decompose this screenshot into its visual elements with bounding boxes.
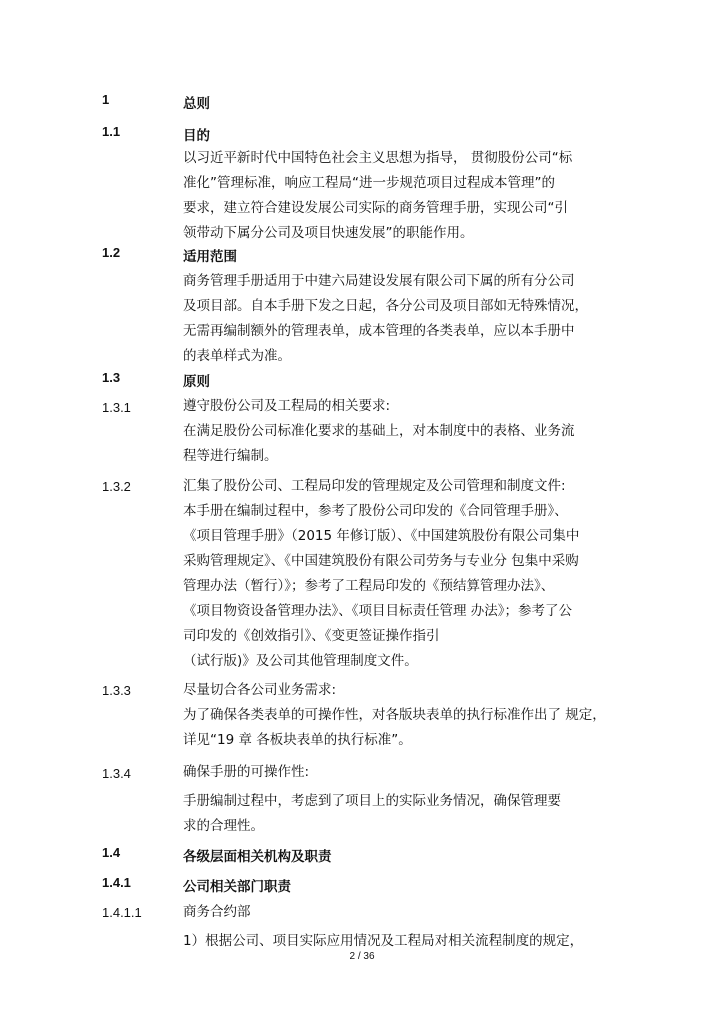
principle-1-block <box>183 396 623 471</box>
text-line: 详见“19 章 各板块表单的执行标准”。 <box>183 732 412 748</box>
section-number-1-3-3: 1.3.3 <box>102 683 131 698</box>
section-title-general: 总则 <box>183 96 210 112</box>
scope-paragraph <box>183 271 623 371</box>
principle-heading: 确保手册的可操作性: <box>183 764 310 780</box>
department-heading: 商务合约部 <box>183 904 251 920</box>
text-line: 采购管理规定》、《中国建筑股份有限公司劳务与专业分 包集中采购 <box>183 553 579 569</box>
section-title-organizations: 各级层面相关机构及职责 <box>183 849 332 865</box>
text-line: 商务管理手册适用于中建六局建设发展有限公司下属的所有分公司 <box>183 273 575 289</box>
section-number-1-3-4: 1.3.4 <box>102 766 131 781</box>
section-number-1-4-1-1: 1.4.1.1 <box>102 905 142 920</box>
text-line: 及项目部。自本手册下发之日起，各分公司及项目部如无特殊情况， <box>183 298 588 314</box>
text-line: 无需再编制额外的管理表单，成本管理的各类表单，应以本手册中 <box>183 323 575 339</box>
text-line: 要求，建立符合建设发展公司实际的商务管理手册，实现公司“引 <box>183 200 568 216</box>
principle-3-block <box>183 680 623 755</box>
text-line: 在满足股份公司标准化要求的基础上，对本制度中的表格、业务流 <box>183 423 575 439</box>
text-line: 本手册在编制过程中，参考了股份公司印发的《合同管理手册》、 <box>183 503 568 519</box>
section-number-1: 1 <box>102 92 110 107</box>
text-line: 求的合理性。 <box>183 818 264 834</box>
purpose-paragraph <box>183 148 623 248</box>
text-line: 《项目物资设备管理办法》、《项目目标责任管理 办法》；参考了公 <box>183 603 573 619</box>
section-number-1-3-2: 1.3.2 <box>102 479 131 494</box>
section-title-scope: 适用范围 <box>183 249 237 265</box>
text-line: （试行版)》及公司其他管理制度文件。 <box>183 653 418 669</box>
page-number: 2 / 36 <box>349 951 375 962</box>
section-number-1-4: 1.4 <box>102 845 121 860</box>
text-line: 以习近平新时代中国特色社会主义思想为指导， 贯彻股份公司“标 <box>183 150 573 166</box>
principle-heading: 遵守股份公司及工程局的相关要求: <box>183 398 391 414</box>
section-number-1-1: 1.1 <box>102 124 121 139</box>
section-title-purpose: 目的 <box>183 128 210 144</box>
contract-dept-block <box>183 902 623 956</box>
text-line: 手册编制过程中，考虑到了项目上的实际业务情况，确保管理要 <box>183 793 561 809</box>
text-line: 管理办法（暂行）》；参考了工程局印发的《预结算管理办法》、 <box>183 578 555 594</box>
text-line: 司印发的《创效指引》、《变更签证操作指引 <box>183 628 440 644</box>
text-line: 为了确保各类表单的可操作性，对各版块表单的执行标准作出了 规定， <box>183 707 606 723</box>
section-title-principles: 原则 <box>183 374 210 390</box>
text-line: 1）根据公司、项目实际应用情况及工程局对相关流程制度的规定， <box>183 933 584 949</box>
text-line: 程等进行编制。 <box>183 448 278 464</box>
section-number-1-2: 1.2 <box>102 245 121 260</box>
principle-2-block <box>183 476 623 676</box>
text-line: 准化”管理标准，响应工程局“进一步规范项目过程成本管理”的 <box>183 175 555 191</box>
text-line: 领带动下属分公司及项目快速发展”的职能作用。 <box>183 225 474 241</box>
principle-heading: 汇集了股份公司、工程局印发的管理规定及公司管理和制度文件: <box>183 478 566 494</box>
text-line: 的表单样式为准。 <box>183 348 291 364</box>
section-number-1-3: 1.3 <box>102 370 121 385</box>
section-title-department-duties: 公司相关部门职责 <box>183 879 291 895</box>
section-number-1-3-1: 1.3.1 <box>102 400 131 415</box>
principle-4-block <box>183 762 623 841</box>
section-number-1-4-1: 1.4.1 <box>102 875 131 890</box>
principle-heading: 尽量切合各公司业务需求: <box>183 682 337 698</box>
text-line: 《项目管理手册》（2015 年修订版）、《中国建筑股份有限公司集中 <box>183 528 580 544</box>
